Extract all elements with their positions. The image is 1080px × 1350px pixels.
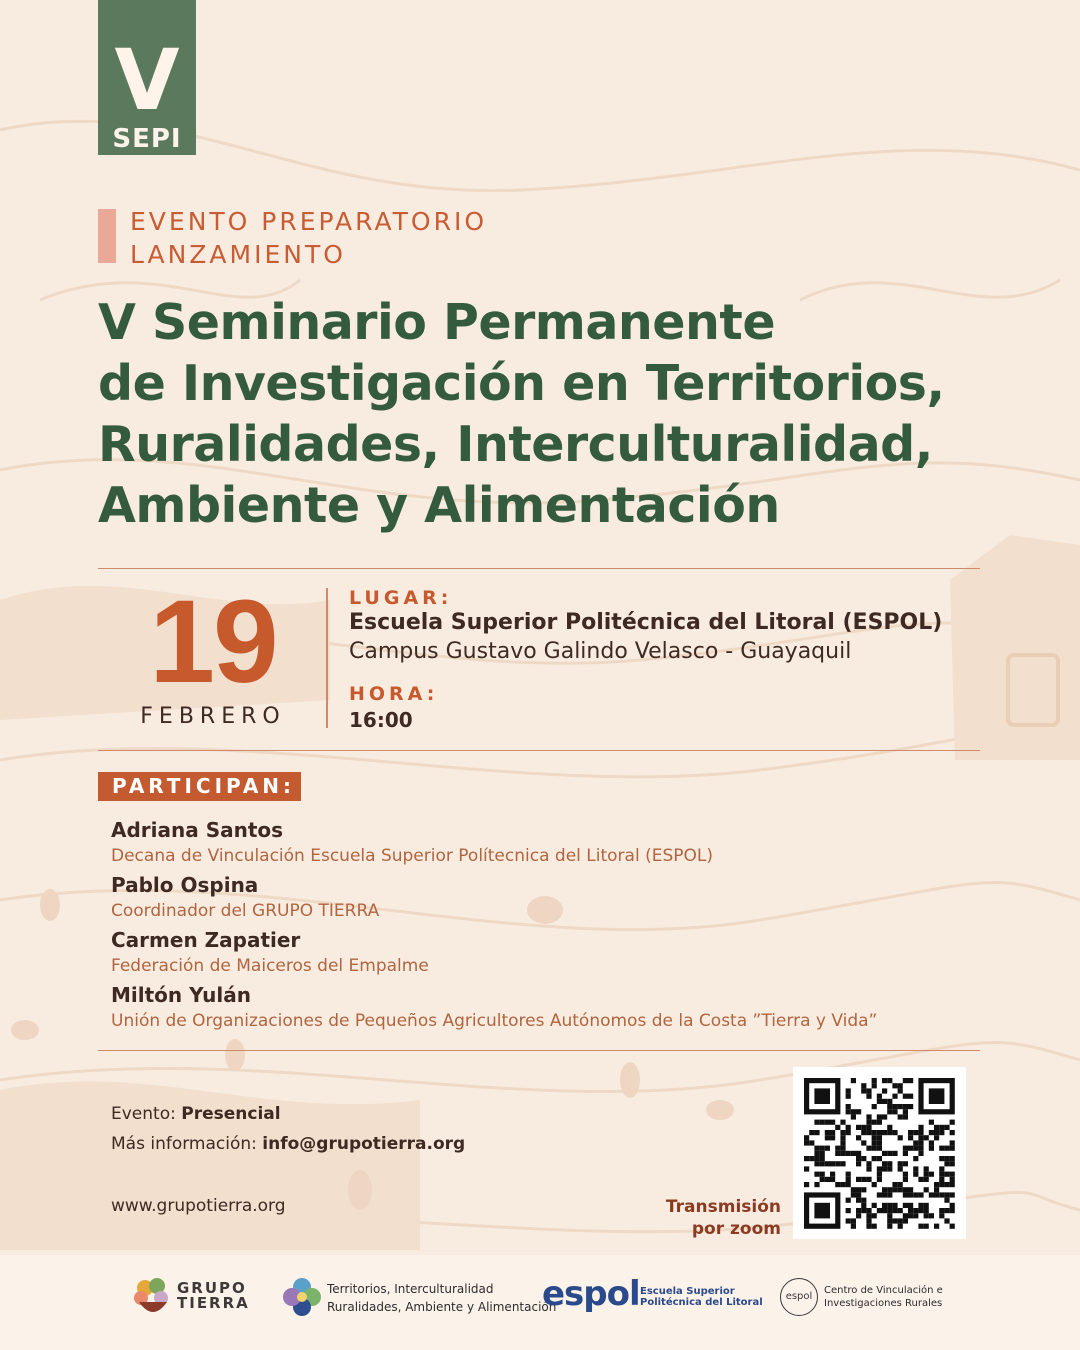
contact-label: Más información: — [111, 1134, 257, 1154]
zoom-line-2: por zoom — [691, 1219, 781, 1239]
participant-item — [111, 926, 429, 978]
participant-item — [111, 871, 379, 923]
badge-roman-numeral: V — [114, 31, 180, 129]
zoom-line-1: Transmisión — [665, 1197, 781, 1217]
time-value: 16:00 — [349, 708, 413, 732]
sepi-badge — [98, 0, 196, 155]
grupo-tierra-icon — [133, 1276, 173, 1320]
espol-logo-line-2: Politécnica del Litoral — [640, 1297, 763, 1308]
seminar-flower-icon — [282, 1277, 322, 1317]
participant-item — [111, 981, 877, 1033]
qr-code-icon — [793, 1067, 966, 1239]
venue-name: Escuela Superior Politécnica del Litoral (ESPOL) — [349, 610, 943, 635]
contact-info — [111, 1134, 465, 1154]
title-line-3: Ruralidades, Interculturalidad, — [98, 416, 933, 473]
participant-name: Pablo Ospina — [111, 873, 259, 897]
participant-item — [111, 816, 713, 868]
participant-name: Miltón Yulán — [111, 983, 251, 1007]
zoom-stream-note — [620, 1196, 781, 1240]
date-divider — [326, 588, 328, 728]
event-month: FEBRERO — [140, 704, 286, 729]
participant-role: Coordinador del GRUPO TIERRA — [111, 901, 380, 921]
website-link[interactable]: www.grupotierra.org — [111, 1196, 286, 1216]
event-mode — [111, 1104, 281, 1124]
centro-logo-line-1: Centro de Vinculación e — [824, 1285, 943, 1296]
time-label: HORA: — [349, 683, 439, 705]
participant-role: Federación de Maiceros del Empalme — [111, 956, 429, 976]
grupo-tierra-logo — [133, 1276, 253, 1324]
participant-name: Carmen Zapatier — [111, 928, 301, 952]
espol-logo-line-1: Escuela Superior — [640, 1286, 735, 1297]
eyebrow-accent-bar — [98, 209, 116, 263]
grupo-tierra-line-2: TIERRA — [177, 1294, 250, 1312]
espol-logo — [542, 1274, 763, 1320]
centro-vinculacion-logo — [780, 1278, 960, 1318]
event-day: 19 — [149, 576, 277, 708]
seminar-logo-line-2: Ruralidades, Ambiente y Alimentación — [327, 1300, 557, 1314]
contact-email-link[interactable]: info@grupotierra.org — [262, 1134, 466, 1154]
event-type-heading — [130, 205, 487, 271]
title-line-4: Ambiente y Alimentación — [98, 477, 780, 534]
event-mode-value: Presencial — [181, 1104, 281, 1124]
participant-role: Decana de Vinculación Escuela Superior Polítecnica del Litoral (ESPOL) — [111, 846, 713, 866]
divider-middle — [98, 750, 980, 751]
seminar-logo — [282, 1277, 557, 1321]
venue-campus: Campus Gustavo Galindo Velasco - Guayaquil — [349, 639, 852, 664]
participants-label: PARTICIPAN: — [98, 772, 301, 801]
event-type-line-1: EVENTO PREPARATORIO — [130, 207, 487, 236]
title-line-2: de Investigación en Territorios, — [98, 355, 945, 412]
seminar-logo-line-1: Territorios, Interculturalidad — [327, 1282, 494, 1296]
divider-top — [98, 568, 980, 569]
centro-circle-mark: espol — [780, 1278, 818, 1316]
event-mode-label: Evento: — [111, 1104, 176, 1124]
participant-role: Unión de Organizaciones de Pequeños Agricultores Autónomos de la Costa ”Tierra y Vida” — [111, 1011, 878, 1031]
qr-code[interactable] — [793, 1067, 966, 1239]
grupo-tierra-line-1: GRUPO — [177, 1279, 247, 1297]
page-title — [98, 292, 998, 536]
venue-label: LUGAR: — [349, 587, 453, 609]
divider-bottom — [98, 1050, 980, 1051]
centro-logo-line-2: Investigaciones Rurales — [824, 1298, 943, 1309]
event-type-line-2: LANZAMIENTO — [130, 240, 346, 269]
title-line-1: V Seminario Permanente — [98, 294, 776, 351]
participant-name: Adriana Santos — [111, 818, 284, 842]
badge-acronym: SEPI — [112, 124, 182, 154]
espol-wordmark: espol — [542, 1274, 640, 1314]
